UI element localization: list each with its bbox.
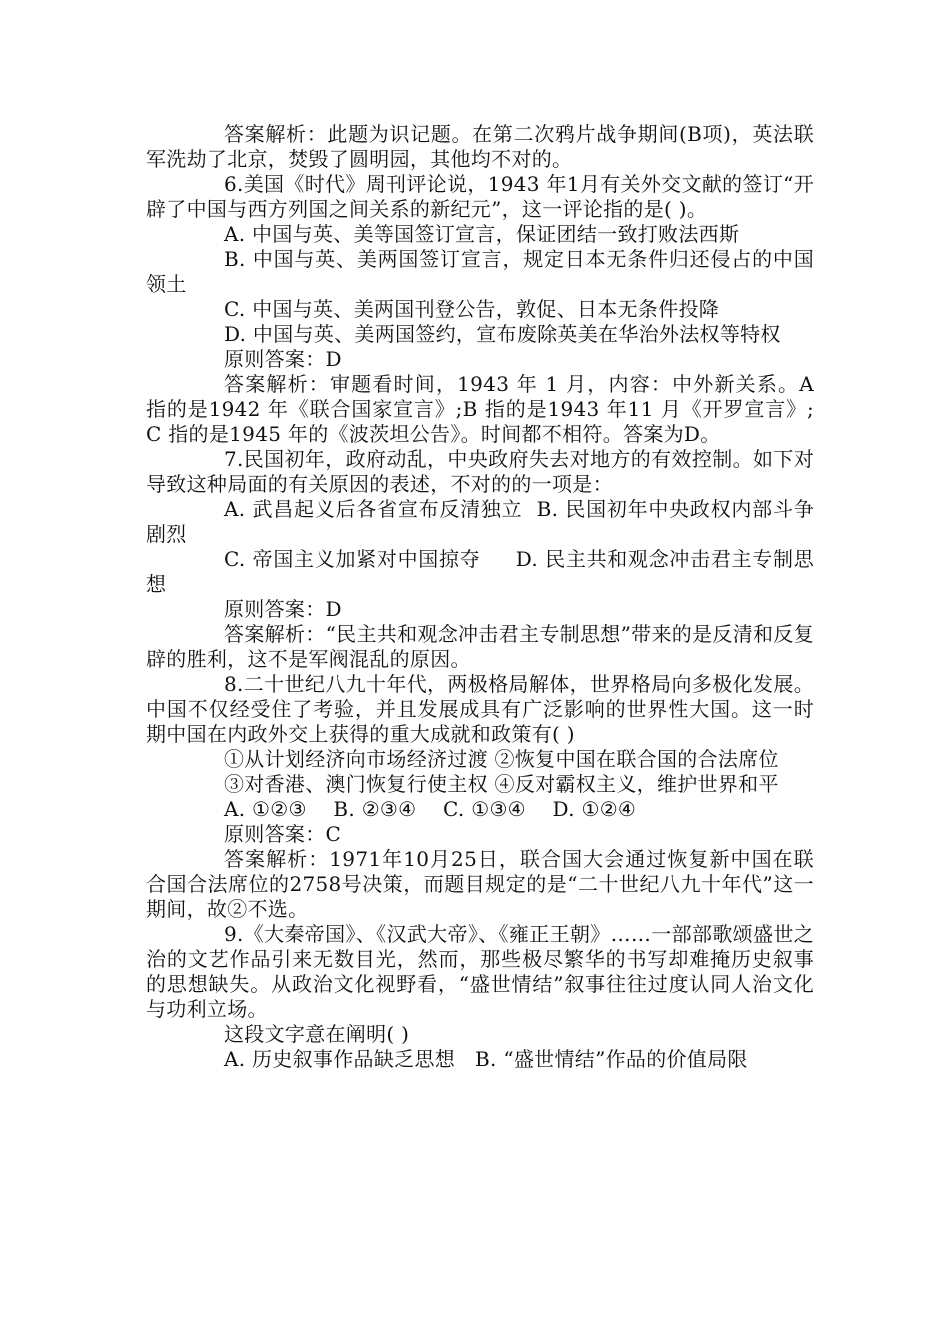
document-body (146, 122, 821, 1072)
paragraph-q8-options: A. ①②③ B. ②③④ C. ①③④ D. ①②④ (224, 797, 637, 821)
paragraph-q7-options-ab: A. 武昌起义后各省宣布反清独立 B. 民国初年中央政权内部斗争剧烈 (146, 497, 814, 546)
paragraph-q9-stem: 9.《大秦帝国》、《汉武大帝》、《雍正王朝》……一部部歌颂盛世之治的文艺作品引来无数目光，然而，那些极尽繁华的书写却难掩历史叙事的思想缺失。从政治文化视野看，“盛世情结”叙事往往过度认同人治文化与功利立场。 (146, 922, 814, 1021)
paragraph-q6-answer: 原则答案：D (224, 347, 342, 371)
paragraph-q8-analysis: 答案解析：1971年10月25日，联合国大会通过恢复新中国在联合国合法席位的2758号决策，而题目规定的是“二十世纪八九十年代”这一期间，故②不选。 (146, 847, 814, 921)
paragraph-q7-stem: 7.民国初年，政府动乱，中央政府失去对地方的有效控制。如下对导致这种局面的有关原因的表述，不对的的一项是： (146, 447, 814, 496)
paragraph-q9-question: 这段文字意在阐明( ) (224, 1022, 410, 1046)
paragraph-q6-stem: 6.美国《时代》周刊评论说，1943 年1月有关外交文献的签订“开辟了中国与西方列国之间关系的新纪元”，这一评论指的是( )。 (146, 172, 814, 221)
paragraph-q7-answer: 原则答案：D (224, 597, 342, 621)
paragraph-q6-option-a: A. 中国与英、美等国签订宣言，保证团结一致打败法西斯 (224, 222, 740, 246)
paragraph-q8-stem: 8.二十世纪八九十年代，两极格局解体，世界格局向多极化发展。中国不仅经受住了考验，并且发展成具有广泛影响的世界性大国。这一时期中国在内政外交上获得的重大成就和政策有( ) (146, 672, 814, 746)
paragraph-q8-answer: 原则答案：C (224, 822, 342, 846)
paragraph-q6-option-d: D. 中国与英、美两国签约，宣布废除英美在华治外法权等特权 (224, 322, 781, 346)
paragraph-q7-analysis: 答案解析：“民主共和观念冲击君主专制思想”带来的是反清和反复辟的胜利，这不是军阀混乱的原因。 (146, 622, 814, 671)
paragraph-q6-analysis: 答案解析：审题看时间，1943 年 1 月，内容：中外新关系。A 指的是1942 年《联合国家宣言》;B 指的是1943 年11 月《开罗宣言》;C 指的是1945 年的《波茨坦公告》。时间都不相符。答案为D。 (146, 372, 821, 446)
paragraph-q6-option-c: C. 中国与英、美两国刊登公告，敦促、日本无条件投降 (224, 297, 720, 321)
paragraph-q9-options-ab: A. 历史叙事作品缺乏思想 B. “盛世情结”作品的价值局限 (224, 1047, 748, 1071)
paragraph-q6-option-b: B. 中国与英、美两国签订宣言，规定日本无条件归还侵占的中国领土 (146, 247, 814, 296)
paragraph-q8-items-12: ①从计划经济向市场经济过渡 ②恢复中国在联合国的合法席位 (224, 747, 779, 771)
paragraph-q5-analysis: 答案解析：此题为识记题。在第二次鸦片战争期间(B项)，英法联军洗劫了北京，焚毁了圆明园，其他均不对的。 (146, 122, 814, 171)
paragraph-q7-options-cd: C. 帝国主义加紧对中国掠夺 D. 民主共和观念冲击君主专制思想 (146, 547, 814, 596)
paragraph-q8-items-34: ③对香港、澳门恢复行使主权 ④反对霸权主义，维护世界和平 (224, 772, 779, 796)
